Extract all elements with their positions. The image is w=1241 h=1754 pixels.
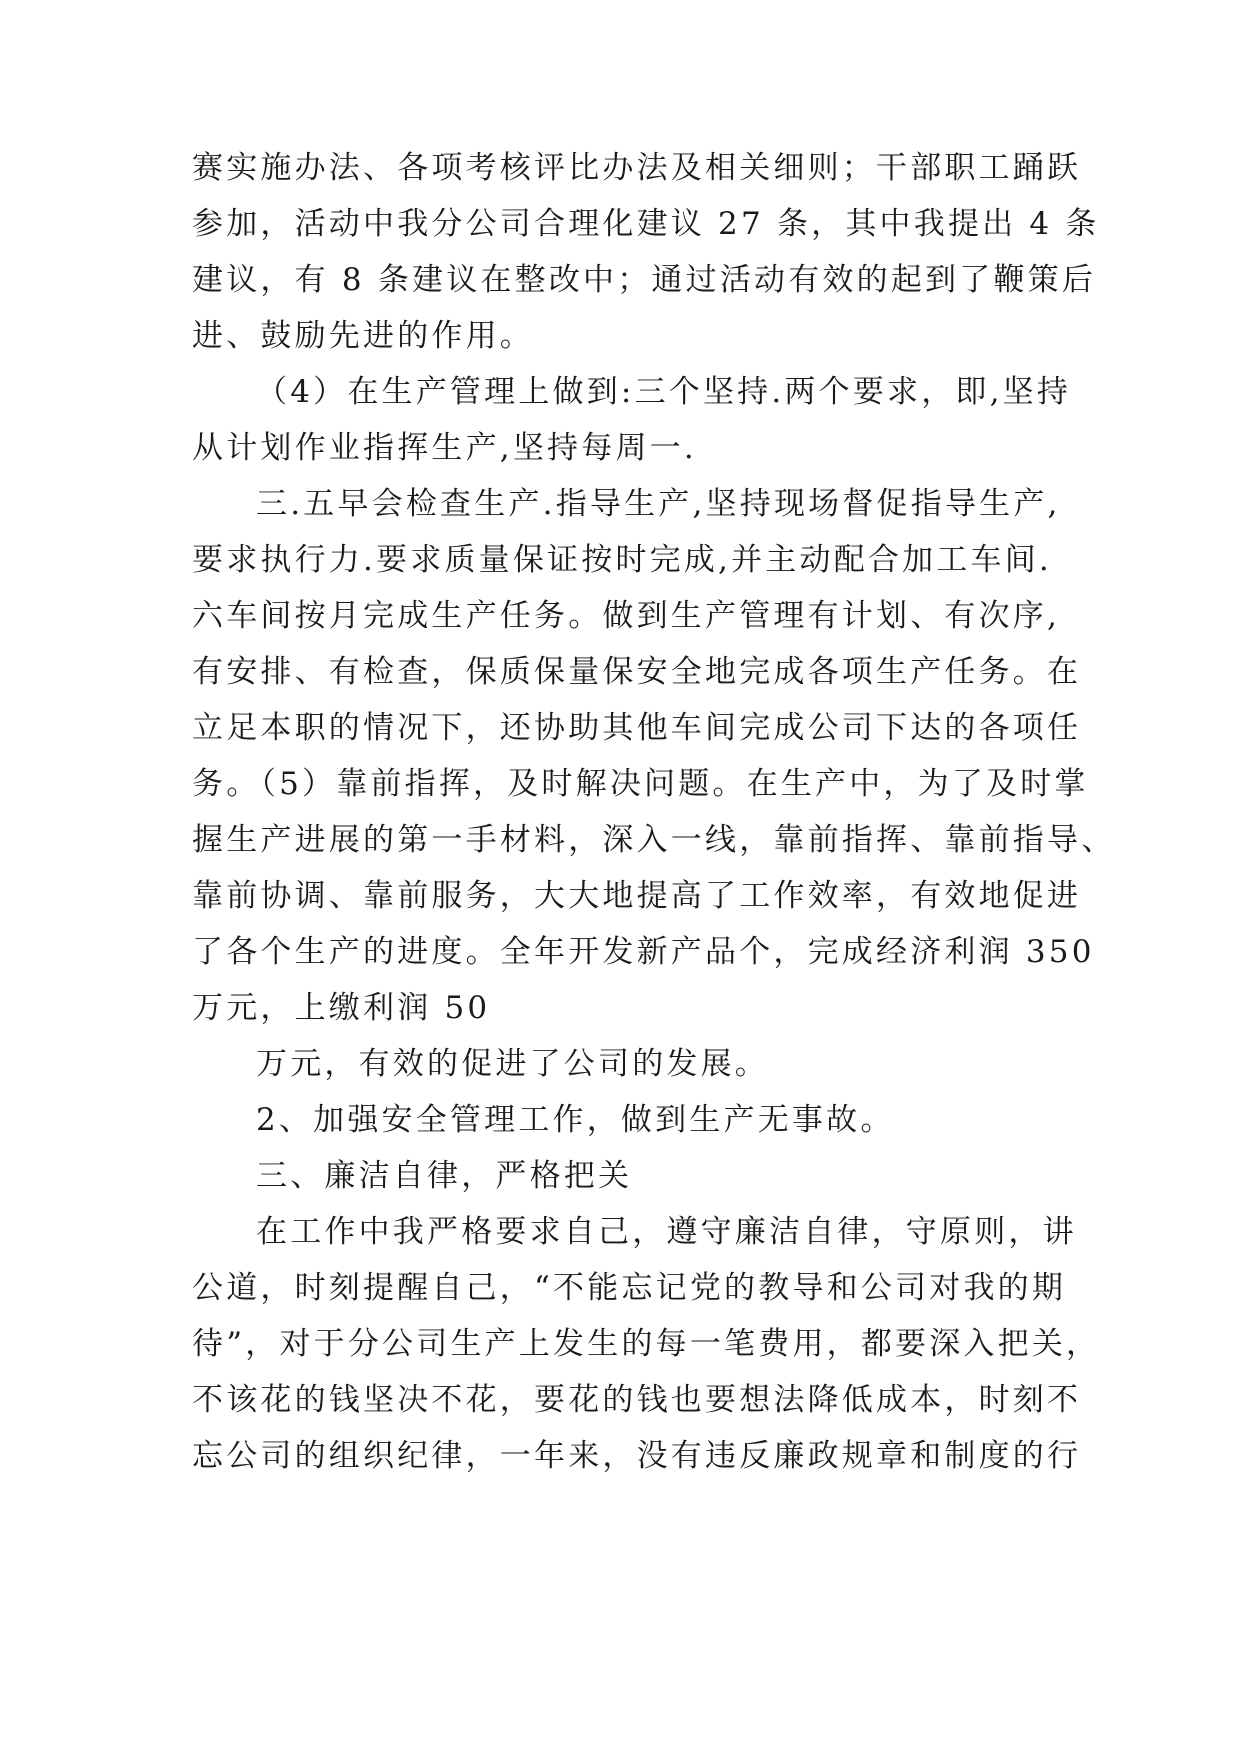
text-line: 不该花的钱坚决不花，要花的钱也要想法降低成本，时刻不: [192, 1382, 1082, 1418]
text-line: 公道，时刻提醒自己，“不能忘记党的教导和公司对我的期: [192, 1270, 1067, 1306]
section-heading: 三、廉洁自律，严格把关: [256, 1158, 633, 1194]
text-line: 待”，对于分公司生产上发生的每一笔费用，都要深入把关，: [192, 1326, 1101, 1362]
text-line: 有安排、有检查，保质保量保安全地完成各项生产任务。在: [192, 654, 1082, 690]
text-line: 六车间按月完成生产任务。做到生产管理有计划、有次序,: [192, 598, 1061, 634]
text-line: 2、加强安全管理工作，做到生产无事故。: [256, 1102, 895, 1138]
text-line: 务。（5）靠前指挥，及时解决问题。在生产中，为了及时掌: [192, 766, 1089, 802]
text-line: 建议，有 8 条建议在整改中；通过活动有效的起到了鞭策后: [192, 262, 1097, 298]
text-line: 三.五早会检查生产.指导生产,坚持现场督促指导生产,: [256, 486, 1061, 522]
text-line: 忘公司的组织纪律，一年来，没有违反廉政规章和制度的行: [192, 1438, 1082, 1474]
text-line: 参加，活动中我分公司合理化建议 27 条，其中我提出 4 条: [192, 206, 1100, 242]
text-line: 要求执行力.要求质量保证按时完成,并主动配合加工车间.: [192, 542, 1052, 578]
text-line: 靠前协调、靠前服务，大大地提高了工作效率，有效地促进: [192, 878, 1082, 914]
text-line: 在工作中我严格要求自己，遵守廉洁自律，守原则，讲: [256, 1214, 1077, 1250]
text-line: 立足本职的情况下，还协助其他车间完成公司下达的各项任: [192, 710, 1082, 746]
text-line: 万元，上缴利润 50: [192, 990, 491, 1026]
text-line: （4）在生产管理上做到:三个坚持.两个要求，即,坚持: [256, 374, 1072, 410]
text-line: 从计划作业指挥生产,坚持每周一.: [192, 430, 697, 466]
text-line: 进、鼓励先进的作用。: [192, 318, 534, 354]
text-line: 了各个生产的进度。全年开发新产品个，完成经济利润 350: [192, 934, 1095, 970]
text-line: 握生产进展的第一手材料，深入一线，靠前指挥、靠前指导、: [192, 822, 1116, 858]
text-line: 赛实施办法、各项考核评比办法及相关细则；干部职工踊跃: [192, 150, 1082, 186]
text-line: 万元，有效的促进了公司的发展。: [256, 1046, 769, 1082]
